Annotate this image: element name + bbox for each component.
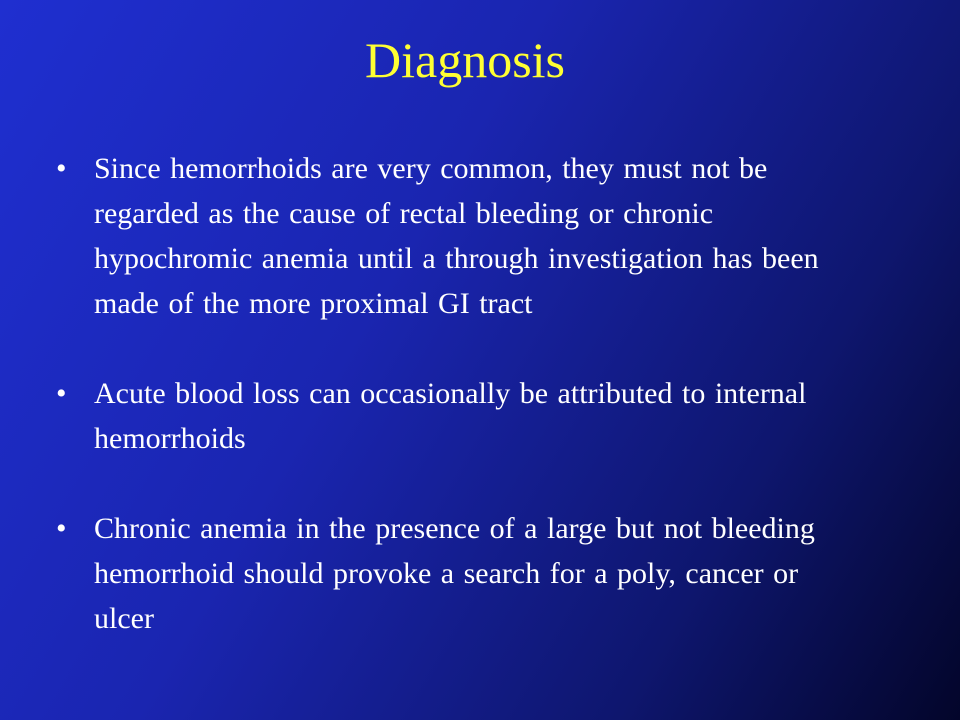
bullet-text: Chronic anemia in the presence of a large but not bleeding hemorrhoid should provoke a search for a poly, cancer or ulcer [94,512,815,635]
bullet-dot-icon: • [56,512,67,545]
bullet-text: Since hemorrhoids are very common, they must not be regarded as the cause of rectal bleeding or chronic hypochromic anemia until a through investigation has been made of the more proximal GI tract [94,152,819,320]
slide-title: Diagnosis [365,32,565,88]
bullet-dot-icon: • [56,377,67,410]
bullet-item [56,506,856,641]
bullet-item [56,146,856,326]
bullet-list [56,146,856,686]
bullet-item [56,371,856,461]
bullet-text: Acute blood loss can occasionally be attributed to internal hemorrhoids [94,377,807,455]
bullet-dot-icon: • [56,152,67,185]
